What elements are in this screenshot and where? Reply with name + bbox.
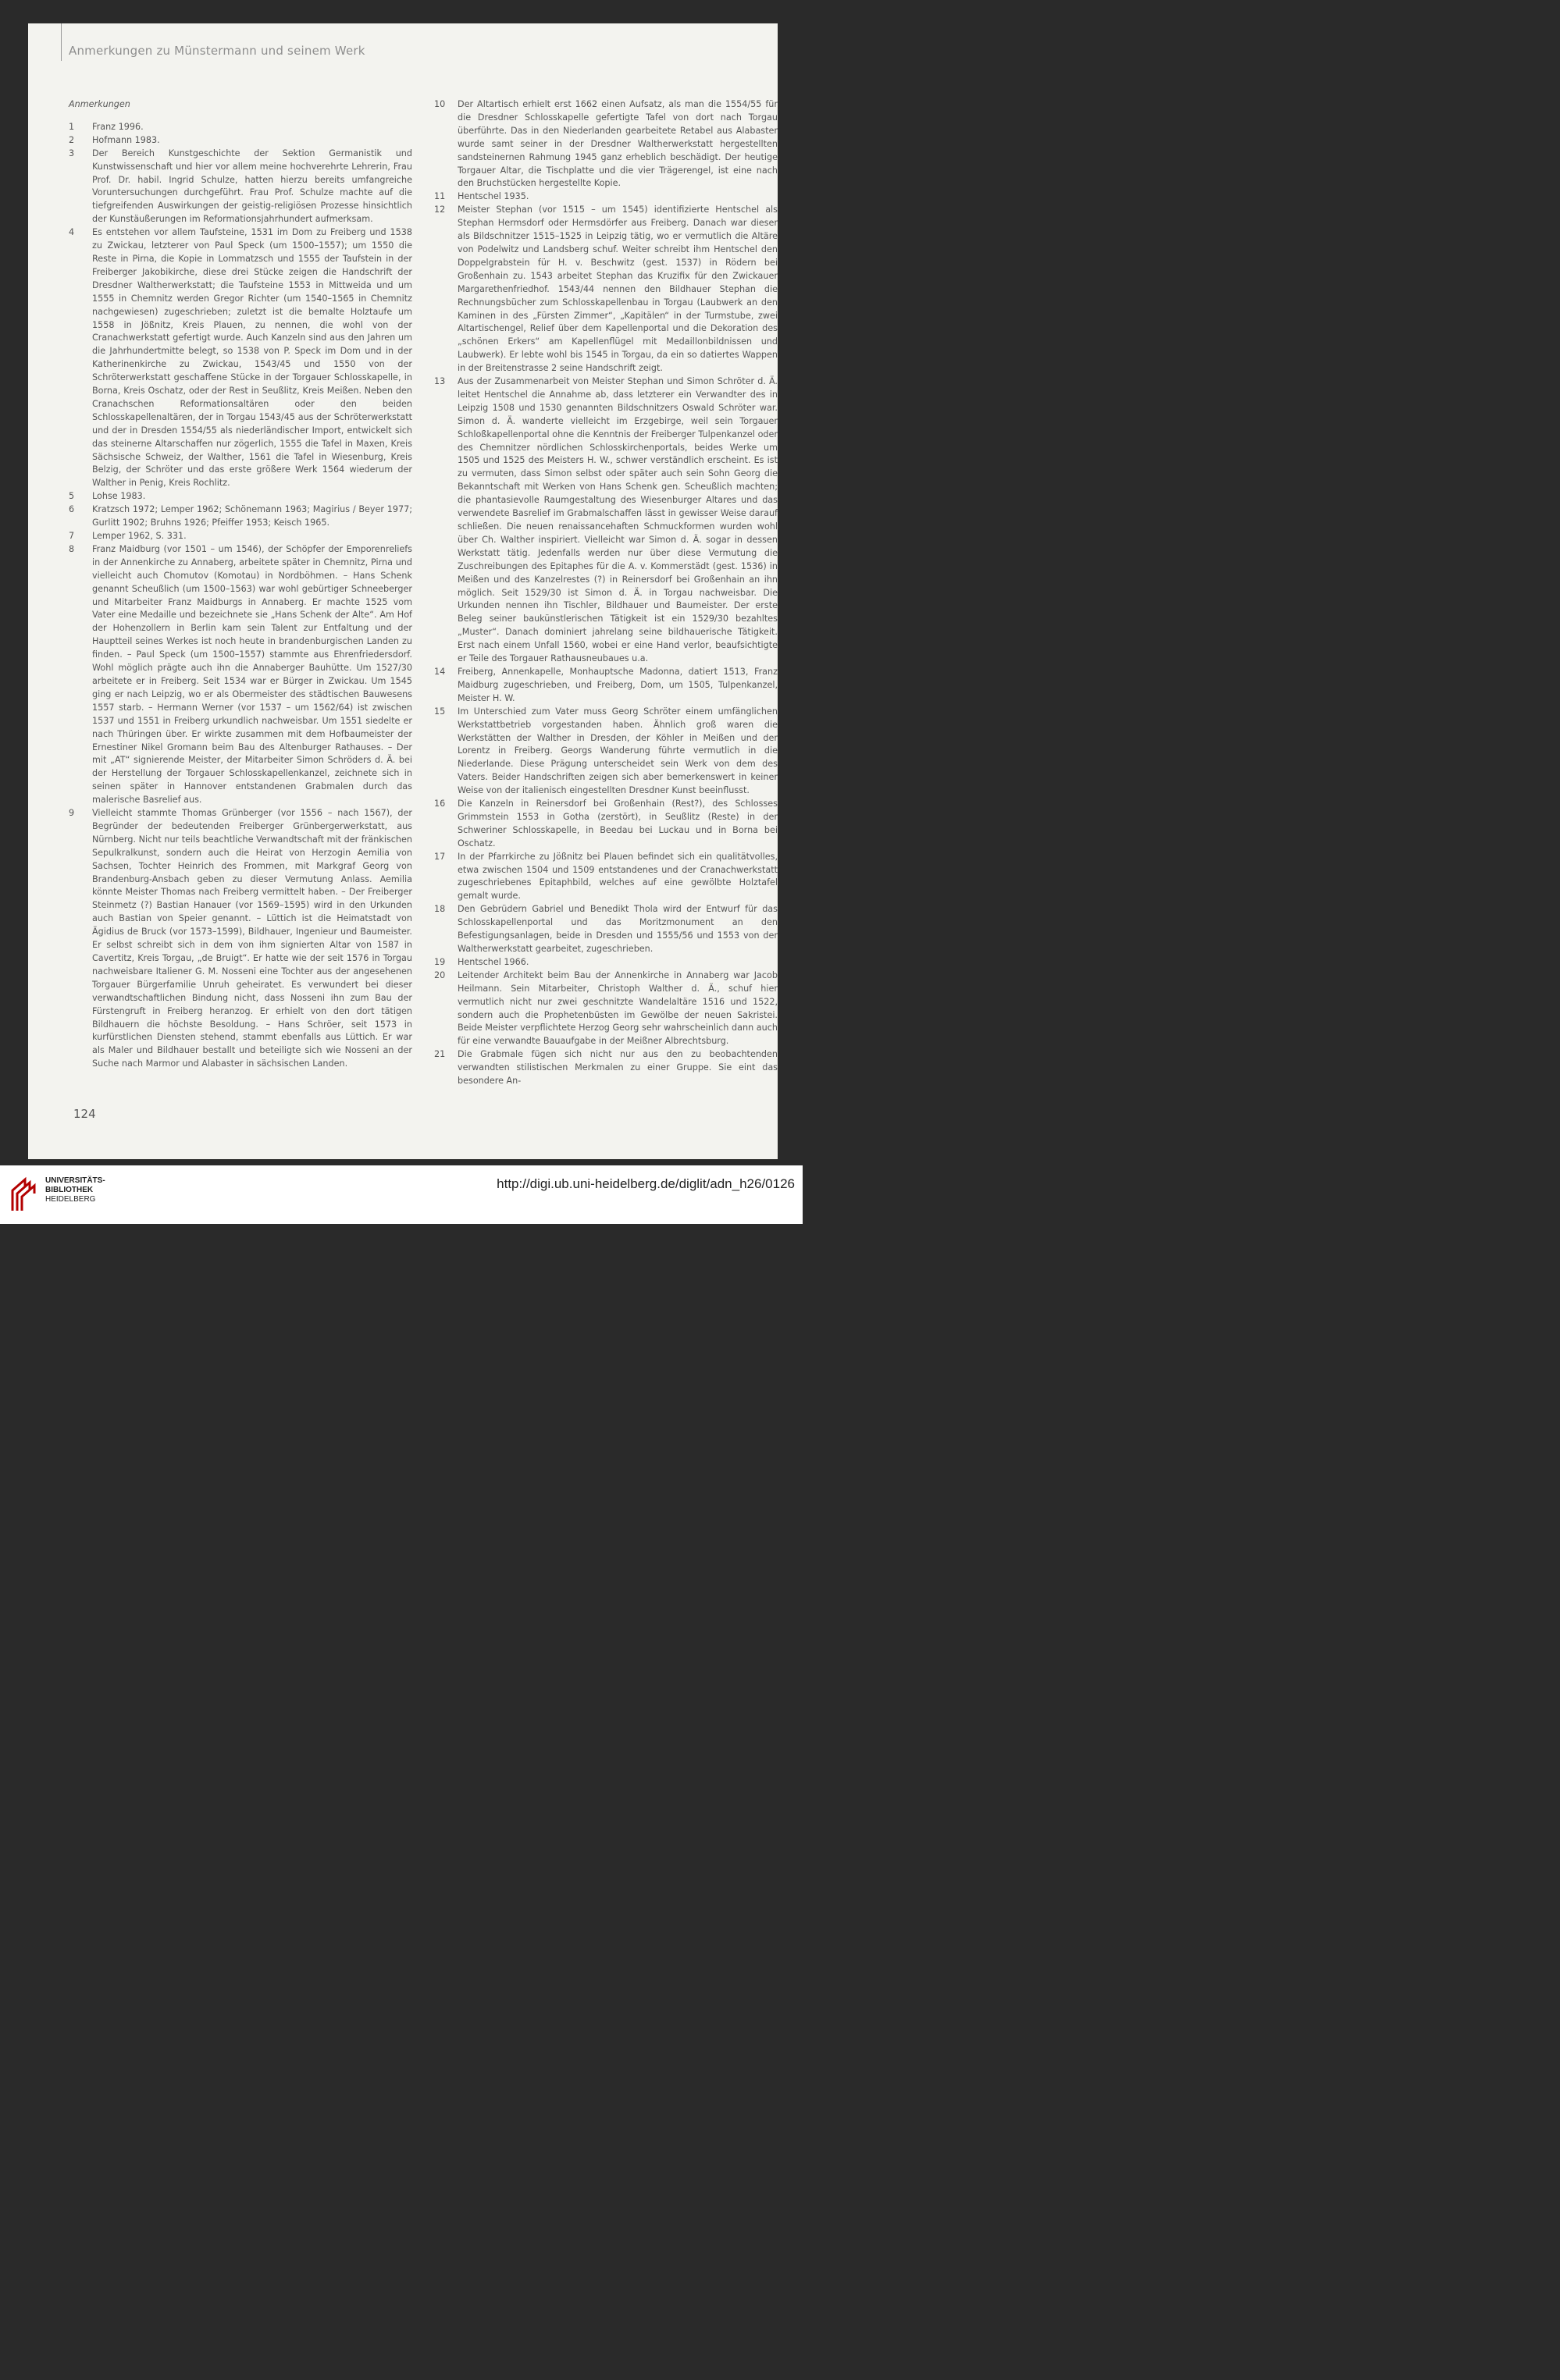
- footnote-number: 18: [434, 904, 446, 915]
- footnote-text: Im Unterschied zum Vater muss Georg Schröter einem umfänglichen Werkstattbetrieb vorgestanden haben. Ähnlich groß waren die Werkstätten der Walther in Dresden, der Köhler in Meißen und der Lorentz in Freiberg. Georgs Wanderung führte vermutlich in die Niederlande. Diese Prägung unterscheidet sein Werk von dem des Vaters. Beider Handschriften zeigen sich aber bemerkenswert in keiner Weise von der italienisch eingestellten Dresdner Kunst beeinflusst.: [458, 706, 778, 796]
- footnote-number: 3: [69, 148, 75, 158]
- header-rule: [61, 23, 62, 61]
- footnote-number: 19: [434, 956, 446, 967]
- footnote-number: 16: [434, 799, 446, 809]
- footnote-text: Es entstehen vor allem Taufsteine, 1531 im Dom zu Freiberg und 1538 zu Zwickau, letzterer von Paul Speck (um 1500–1557); um 1550 die Reste in Pirna, die Kopie in Lommatzsch und 1555 der Taufstein in der Freiberger Jakobikirche, diese drei Stücke zeigen die Handschrift der Dresdner Waltherwerkstatt; die Taufsteine 1553 in Mittweida und um 1555 in Chemnitz werden Gregor Richter (um 1540–1565 in Chemnitz nachgewiesen) zugeschrieben; zuletzt ist die bemalte Holztaufe um 1558 in Jößnitz, Kreis Plauen, zu nennen, die wohl von der Cranachwerkstatt gefertigt wurde. Auch Kanzeln sind aus den Jahren um die Jahrhundertmitte belegt, so 1538 von P. Speck im Dom und in der Katherinenkirche zu Zwickau, 1543/45 und 1550 von der Schröterwerkstatt geschaffene Stücke in der Torgauer Schlosskapelle, in Borna, Kreis Oschatz, oder der Rest in Seußlitz, Kreis Meißen. Neben den Cranachschen Reformationsaltären oder den beiden Schlosskapellenaltären, der in Torgau 1543/45 aus der Schröterwerkstatt und der in Dresden 1554/55 als niederländischer Import, entwickelt sich das steinerne Altarschaffen nur zögerlich, 1555 die Tafel in Maxen, Kreis Sächsische Schweiz, der Walther, 1561 die Tafel in Wiesenburg, Kreis Belzig, der Schröter und das erste größere Werk 1564 wiederum der Walther in Penig, Kreis Rochlitz.: [92, 227, 412, 489]
- footnote: [434, 706, 778, 798]
- footnote-text: Vielleicht stammte Thomas Grünberger (vor 1556 – nach 1567), der Begründer der bedeutenden Freiberger Grünbergerwerkstatt, aus Nürnberg. Nicht nur teils beachtliche Verwandtschaft mit der fränkischen Sepulkralkunst, sondern auch die Heirat von Herzogin Aemilia von Sachsen, Tochter Heinrich des Frommen, mit Markgraf Georg von Brandenburg-Ansbach geben zu dieser Vermutung Anlass. Aemilia könnte Meister Thomas nach Freiberg vermittelt haben. – Der Freiberger Steinmetz (?) Bastian Hanauer (vor 1569–1595) wird in den Urkunden auch Bastian von Speier genannt. – Lüttich ist die Heimatstadt von Ägidius de Bruck (vor 1573–1599), Bildhauer, Ingenieur und Baumeister. Er selbst schreibt sich in dem von ihm signierten Altar von 1587 in Cavertitz, Kreis Torgau, „de Bruigt“. Er hatte wie der seit 1576 in Torgau nachweisbare Italiener G. M. Nosseni eine Tochter aus der angesehenen Torgauer Bürgerfamilie Unruh geheiratet. Es verwundert bei dieser verwandtschaftlichen Bindung nicht, dass Nosseni ihn zum Bau der Fürstengruft in Freiberg heranzog. Er erhielt von den dort tätigen Bildhauern die höchste Besoldung. – Hans Schröer, seit 1573 in kurfürstlichen Diensten stehend, stammt ebenfalls aus Lüttich. Er war als Maler und Bildhauer bestallt und beteiligte sich wie Nosseni an der Suche nach Marmor und Alabaster in sächsischen Landen.: [92, 808, 412, 1069]
- notes-list-right: [434, 98, 778, 1088]
- footnote-number: 4: [69, 227, 75, 238]
- footnote-text: Hofmann 1983.: [92, 134, 160, 145]
- footnote-number: 12: [434, 205, 446, 215]
- digitization-footer: [0, 1165, 803, 1224]
- footnote-text: Der Bereich Kunstgeschichte der Sektion Germanistik und Kunstwissenschaft und hier vor allem meine hochverehrte Lehrerin, Frau Prof. Dr. habil. Ingrid Schulze, hatten hierzu bereits umfangreiche Voruntersuchungen durchgeführt. Frau Prof. Schulze machte auf die tiefgreifenden Auswirkungen der geistig-religiösen Prozesse hinsichtlich der Kunstäußerungen im Reformationsjahrhundert aufmerksam.: [92, 148, 412, 225]
- book-page: [28, 23, 778, 1159]
- footnote: [434, 204, 778, 375]
- footnote: [69, 807, 412, 1071]
- footnote-text: Den Gebrüdern Gabriel und Benedikt Thola wird der Entwurf für das Schlosskapellenportal und das Moritzmonument an den Befestigungsanlagen, beide in Dresden und 1555/56 und 1553 von der Waltherwerkstatt gearbeitet, zugeschrieben.: [458, 904, 778, 954]
- footnote: [434, 851, 778, 904]
- footnote-text: Meister Stephan (vor 1515 – um 1545) identifizierte Hentschel als Stephan Hermsdorf oder Hermsdörfer aus Freiberg. Danach war dieser als Bildschnitzer 1515–1525 in Leipzig tätig, wo er vermutlich die Altäre von Podelwitz und Landsberg schuf. Weiter schreibt ihm Hentschel den Doppelgrabstein für H. v. Beschwitz (gest. 1537) in Rödern bei Großenhain zu. 1543 arbeitet Stephan das Kruzifix für den Zwickauer Margarethenfriedhof. 1543/44 nennen den Bildhauer Stephan die Rechnungsbücher zum Schlosskapellenbau in Torgau (Laubwerk an den Kaminen in des „Fürsten Zimmer“, „Kapitälen“ in der Turmstube, zwei Altartischengel, Relief über dem Kapellenportal und die Dekoration des „schönen Erkers“ am Kapellenflügel mit Medaillonbildnissen und Laubwerk). Er lebte wohl bis 1545 in Torgau, da ein so datiertes Wappen in der Breitenstrasse 2 seine Handschrift zeigt.: [458, 205, 778, 374]
- footnote: [69, 490, 412, 503]
- footnote-number: 10: [434, 99, 446, 109]
- footnote: [69, 543, 412, 807]
- footnote-text: Kratzsch 1972; Lemper 1962; Schönemann 1963; Magirius / Beyer 1977; Gurlitt 1902; Bruhns 1926; Pfeiffer 1953; Keisch 1965.: [92, 504, 412, 528]
- footnote: [434, 375, 778, 666]
- footnote: [69, 148, 412, 226]
- library-name: [45, 1176, 105, 1204]
- footnote-number: 13: [434, 376, 446, 387]
- footnote: [69, 530, 412, 543]
- footnote-text: Franz Maidburg (vor 1501 – um 1546), der Schöpfer der Emporenreliefs in der Annenkirche zu Annaberg, arbeitete später in Chemnitz, Pirna und vielleicht auch Chomutov (Komotau) in Nordböhmen. – Hans Schenk genannt Scheußlich (um 1500–1563) war wohl gebürtiger Schneeberger und Mitarbeiter Franz Maidburgs in Annaberg. Er machte 1525 vom Vater eine Medaille und bezeichnete sie „Hans Schenk der Alte“. Am Hof der Hohenzollern in Berlin kam sein Talent zur Entfaltung und der Hauptteil seines Werkes ist noch heute in brandenburgischen Landen zu finden. – Paul Speck (um 1500–1557) stammte aus Ehrenfriedersdorf. Wohl möglich prägte auch ihn die Annaberger Bauhütte. Um 1527/30 arbeitete er in Freiberg. Seit 1534 war er Bürger in Zwickau. Um 1545 ging er nach Leipzig, wo er als Obermeister des städtischen Bauwesens 1557 starb. – Hermann Werner (vor 1537 – um 1562/64) ist zwischen 1537 und 1551 in Freiberg urkundlich nachweisbar. Um 1551 siedelte er nach Thüringen über. Er wirkte zusammen mit dem Hofbaumeister der Ernestiner Nikel Gromann beim Bau des Altenburger Rathauses. – Der mit „AT“ signierende Meister, der Mitarbeiter Simon Schröders d. Ä. bei der Herstellung der Torgauer Schlosskapellenkanzel, zeichnete sich in seinen später in Hannover entstandenen Grabmalen durch das malerische Basrelief aus.: [92, 543, 412, 806]
- library-name-line1: UNIVERSITÄTS-: [45, 1176, 105, 1185]
- footnote-text: Aus der Zusammenarbeit von Meister Stephan und Simon Schröter d. Ä. leitet Hentschel die Annahme ab, dass letzterer ein Verwandter des in Leipzig 1508 und 1530 genannten Bildschnitzers Oswald Schröter war. Simon d. Ä. wanderte vielleicht im Erzgebirge, weil sein Torgauer Schloßkapellenportal ohne die Kenntnis der Freiberger Tulpenkanzel oder des Chemnitzer nördlichen Schlosskirchenportals, beides Werke um 1505 und 1525 des Meisters H. W., schwer verständlich erscheint. Es ist zu vermuten, dass Simon selbst oder später auch sein Sohn Georg die Bekanntschaft mit Werken von Hans Schenk gen. Scheußlich machten; die phantasievolle Raumgestaltung des Wiesenburger Altares und das verwendete Basrelief im Grabmalschaffen lässt in gewisser Weise darauf schließen. Die neuen renaissancehaften Schmuckformen wurden wohl über Ch. Walther inspiriert. Vielleicht war Simon d. Ä. sogar in dessen Werkstatt tätig. Jedenfalls werden nur über diese Vermutung die Zuschreibungen des Epitaphes für die A. v. Kommerstädt (gest. 1536) in Meißen und des Kanzelrestes (?) in Reinersdorf bei Großenhain an ihn möglich. Seit 1529/30 ist Simon d. Ä. in Torgau nachweisbar. Die Urkunden nennen ihn Tischler, Bildhauer und Baumeister. Der erste Beleg seiner baukünstlerischen Tätigkeit ist ein 1529/30 bezahltes „Muster“. Danach dominiert jahrelang seine bildhauerische Tätigkeit. Erst nach einem Unfall 1560, wobei er eine Hand verlor, beaufsichtigte er Teile des Torgauer Rathausneubaues u.a.: [458, 376, 778, 664]
- footnote: [434, 956, 778, 969]
- footnote-text: Franz 1996.: [92, 121, 144, 132]
- running-head: Anmerkungen zu Münstermann und seinem Werk: [69, 44, 365, 58]
- footnote-text: Lohse 1983.: [92, 491, 146, 502]
- footnote-number: 7: [69, 531, 75, 541]
- footnote-number: 17: [434, 851, 446, 862]
- footnote-text: Der Altartisch erhielt erst 1662 einen Aufsatz, als man die 1554/55 für die Dresdner Schlosskapelle gefertigte Tafel von dort nach Torgau überführte. Das in den Niederlanden gearbeitete Retabel aus Alabaster wurde samt seiner in der Dresdner Waltherwerkstatt hergestellten sandsteinernen Rahmung 1945 ganz erheblich beschädigt. Der heutige Torgauer Altar, die Tischplatte und die vier Trägerengel, ist eine nach den Bruchstücken hergestellte Kopie.: [458, 99, 778, 189]
- footnote-number: 6: [69, 504, 75, 515]
- footnote: [434, 903, 778, 956]
- footnote: [434, 969, 778, 1048]
- footnote-number: 5: [69, 491, 75, 502]
- footnote: [434, 798, 778, 851]
- section-title: Anmerkungen: [69, 99, 130, 109]
- footnote-text: Hentschel 1935.: [458, 191, 529, 202]
- library-name-line2: BIBLIOTHEK: [45, 1186, 94, 1194]
- footnote-number: 2: [69, 134, 75, 145]
- permalink[interactable]: http://digi.ub.uni-heidelberg.de/diglit/adn_h26/0126: [497, 1176, 795, 1191]
- footnote-number: 21: [434, 1049, 446, 1060]
- library-logo-icon: [8, 1172, 42, 1218]
- footnote: [434, 190, 778, 204]
- footnote: [434, 1048, 778, 1088]
- footnote: [69, 503, 412, 530]
- notes-list-left: [69, 121, 412, 1071]
- footnote-number: 1: [69, 121, 75, 132]
- footnote-number: 20: [434, 969, 446, 980]
- notes-column-left: [69, 98, 412, 1071]
- footnote: [434, 666, 778, 706]
- footnote-number: 9: [69, 808, 75, 819]
- footnote-number: 14: [434, 666, 446, 677]
- footnote-text: In der Pfarrkirche zu Jößnitz bei Plauen befindet sich ein qualitätvolles, etwa zwischen 1504 und 1509 entstandenes und der Cranachwerkstatt zugeschriebenes Epitaphbild, welches auf eine gewölbte Holztafel gemalt wurde.: [458, 851, 778, 902]
- notes-column-right: [434, 98, 778, 1088]
- footnote: [69, 121, 412, 134]
- footnote-text: Leitender Architekt beim Bau der Annenkirche in Annaberg war Jacob Heilmann. Sein Mitarbeiter, Christoph Walther d. Ä., schuf hier vermutlich nicht nur zwei geschnitzte Wandelaltäre 1516 und 1522, sondern auch die Prophetenbüsten im Gewölbe der neuen Sakristei. Beide Meister verpflichtete Herzog Georg sehr wahrscheinlich dann auch für eine verwandte Bauaufgabe in der Meißner Albrechtsburg.: [458, 969, 778, 1047]
- library-name-line3: HEIDELBERG: [45, 1195, 96, 1204]
- page-number: 124: [73, 1107, 96, 1121]
- footnote: [434, 98, 778, 190]
- footnote-text: Freiberg, Annenkapelle, Monhauptsche Madonna, datiert 1513, Franz Maidburg zugeschrieben, und Freiberg, Dom, um 1505, Tulpenkanzel, Meister H. W.: [458, 666, 778, 703]
- footnote-text: Lemper 1962, S. 331.: [92, 531, 187, 541]
- footnote-text: Die Grabmale fügen sich nicht nur aus den zu beobachtenden verwandten stilistischen Merkmalen zu einer Gruppe. Sie eint das besondere An-: [458, 1049, 778, 1087]
- footnote-text: Die Kanzeln in Reinersdorf bei Großenhain (Rest?), des Schlosses Grimmstein 1553 in Gotha (zerstört), in Seußlitz (Reste) in der Schweriner Schlosskapelle, in Beedau bei Luckau und in Borna bei Oschatz.: [458, 799, 778, 848]
- footnote: [69, 226, 412, 490]
- footnote-number: 15: [434, 706, 446, 717]
- footnote-text: Hentschel 1966.: [458, 956, 529, 967]
- footnote-number: 8: [69, 543, 75, 554]
- footnote-number: 11: [434, 191, 446, 202]
- footnote: [69, 134, 412, 148]
